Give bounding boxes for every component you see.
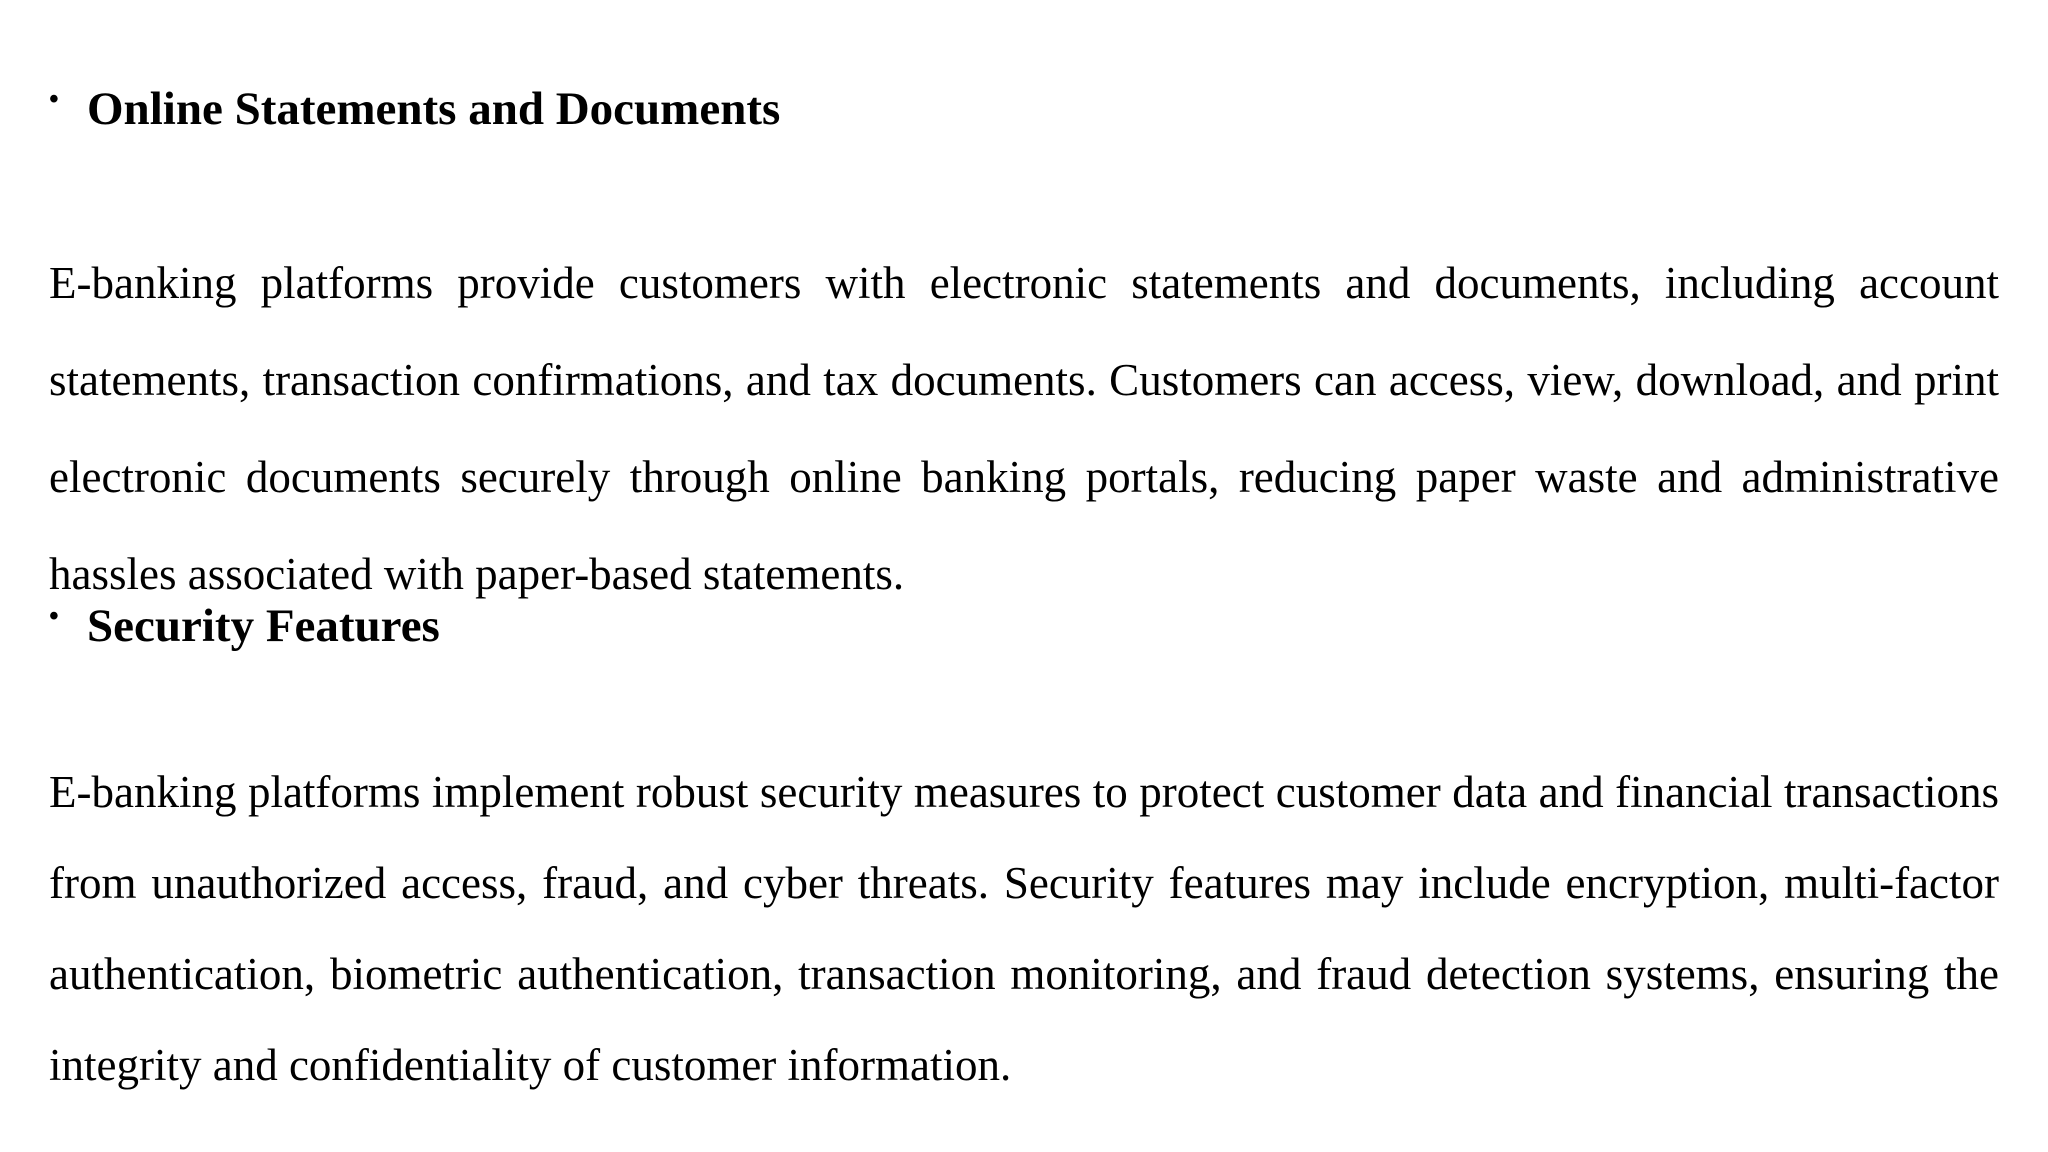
heading-text: Online Statements and Documents xyxy=(87,83,781,135)
bullet-icon: • xyxy=(49,84,59,115)
section-paragraph-security-features: E-banking platforms implement robust security measures to protect customer data and financial transactions from unauthorized access, fraud, and cyber threats. Security features may include encryption, multi-factor authentication, biometric authentication, transaction monitoring, and fraud detection systems, ensuring the integrity and confidentiality of customer information. xyxy=(49,767,1999,1090)
section-heading-online-statements xyxy=(49,79,780,139)
document-page xyxy=(49,0,1999,1152)
bullet-icon: • xyxy=(49,601,59,632)
heading-text: Security Features xyxy=(87,600,440,652)
section-paragraph-online-statements: E-banking platforms provide customers with electronic statements and documents, including account statements, transaction confirmations, and tax documents. Customers can access, view, download, and print electronic documents securely through online banking portals, reducing paper waste and administrative hassles associated with paper-based statements. xyxy=(49,258,1999,599)
section-heading-security-features xyxy=(49,596,440,656)
